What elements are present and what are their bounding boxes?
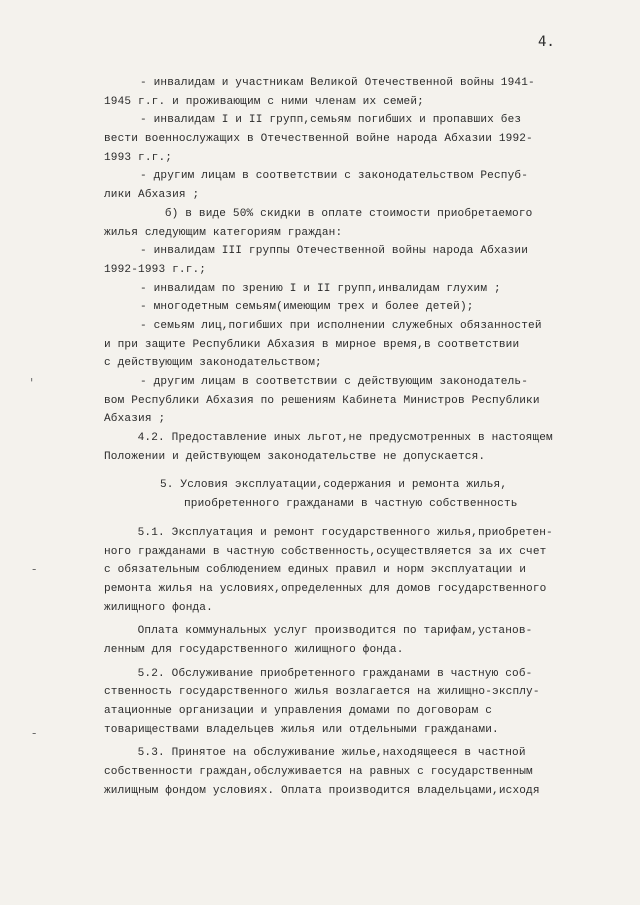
section-heading: 5. Условия эксплуатации,содержания и ремонта жилья,	[160, 479, 508, 492]
text-line: б) в виде 50% скидки в оплате стоимости приобретаемого	[124, 207, 533, 220]
text-line: ленным для государственного жилищного фонда.	[104, 643, 404, 656]
text-line: - инвалидам по зрению I и II групп,инвалидам глухим ;	[140, 282, 501, 295]
text-line: товариществами владельцев жилья или отдельными гражданами.	[104, 723, 499, 736]
margin-mark: '	[30, 376, 34, 390]
text-line: атационные организации и управления домами по договорам с	[104, 705, 493, 717]
text-line: с обязательным соблюдением единых правил и норм эксплуатации и	[104, 564, 527, 577]
page-number: 4.	[538, 34, 555, 50]
text-line: 5.1. Эксплуатация и ремонт государственного жилья,приобретен-	[124, 526, 553, 539]
text-line: 5.3. Принятое на обслуживание жилье,находящееся в частной	[124, 747, 526, 760]
text-line: - многодетным семьям(имеющим трех и более детей);	[140, 301, 474, 314]
text-line: 1945 г.г. и проживающим с ними членам их семей;	[104, 95, 424, 108]
text-line: Абхазия ;	[104, 413, 166, 426]
text-line: - семьям лиц,погибших при исполнении служебных обязанностей	[140, 319, 542, 332]
text-line: жилищным фондом условиях. Оплата производится владельцами,исходя	[104, 784, 540, 797]
text-line: жилья следующим категориям граждан:	[104, 226, 343, 239]
text-line: 4.2. Предоставление иных льгот,не предусмотренных в настоящем	[124, 432, 553, 445]
text-line: - инвалидам III группы Отечественной войны народа Абхазии	[140, 245, 529, 258]
document-body	[104, 74, 614, 800]
text-line: вом Республики Абхазия по решениям Кабинета Министров Республики	[104, 394, 540, 407]
text-line: ного гражданами в частную собственность,осуществляется за их счет	[104, 545, 547, 558]
section-heading: приобретенного гражданами в частную собственность	[184, 498, 518, 511]
text-line: и при защите Республики Абхазия в мирное время,в соответствии	[104, 338, 520, 351]
text-line: 5.2. Обслуживание приобретенного гражданами в частную соб-	[124, 667, 533, 680]
margin-mark: -	[32, 726, 37, 740]
text-line: - инвалидам и участникам Великой Отечественной войны 1941-	[140, 77, 535, 89]
text-line: Положении и действующем законодательстве не допускается.	[104, 450, 486, 463]
text-line: с действующим законодательством;	[104, 357, 322, 370]
text-line: - другим лицам в соответствии с действующим законодатель-	[140, 376, 529, 388]
margin-mark: -	[32, 562, 37, 576]
text-line: ремонта жилья на условиях,определенных для домов государственного	[104, 582, 547, 595]
text-line: - инвалидам I и II групп,семьям погибших и пропавших без	[140, 114, 522, 127]
text-line: собственности граждан,обслуживается на равных с государственным	[104, 766, 533, 779]
text-line: 1992-1993 г.г.;	[104, 263, 207, 276]
text-line: - другим лицам в соответствии с законодательством Респуб-	[140, 170, 529, 183]
text-line: Оплата коммунальных услуг производится по тарифам,установ-	[124, 625, 533, 638]
text-line: жилищного фонда.	[104, 601, 213, 614]
text-line: лики Абхазия ;	[104, 189, 200, 202]
text-line: вести военнослужащих в Отечественной войне народа Абхазии 1992-	[104, 133, 533, 146]
text-line: 1993 г.г.;	[104, 151, 173, 164]
text-line: ственность государственного жилья возлагается на жилищно-эксплу-	[104, 686, 540, 699]
